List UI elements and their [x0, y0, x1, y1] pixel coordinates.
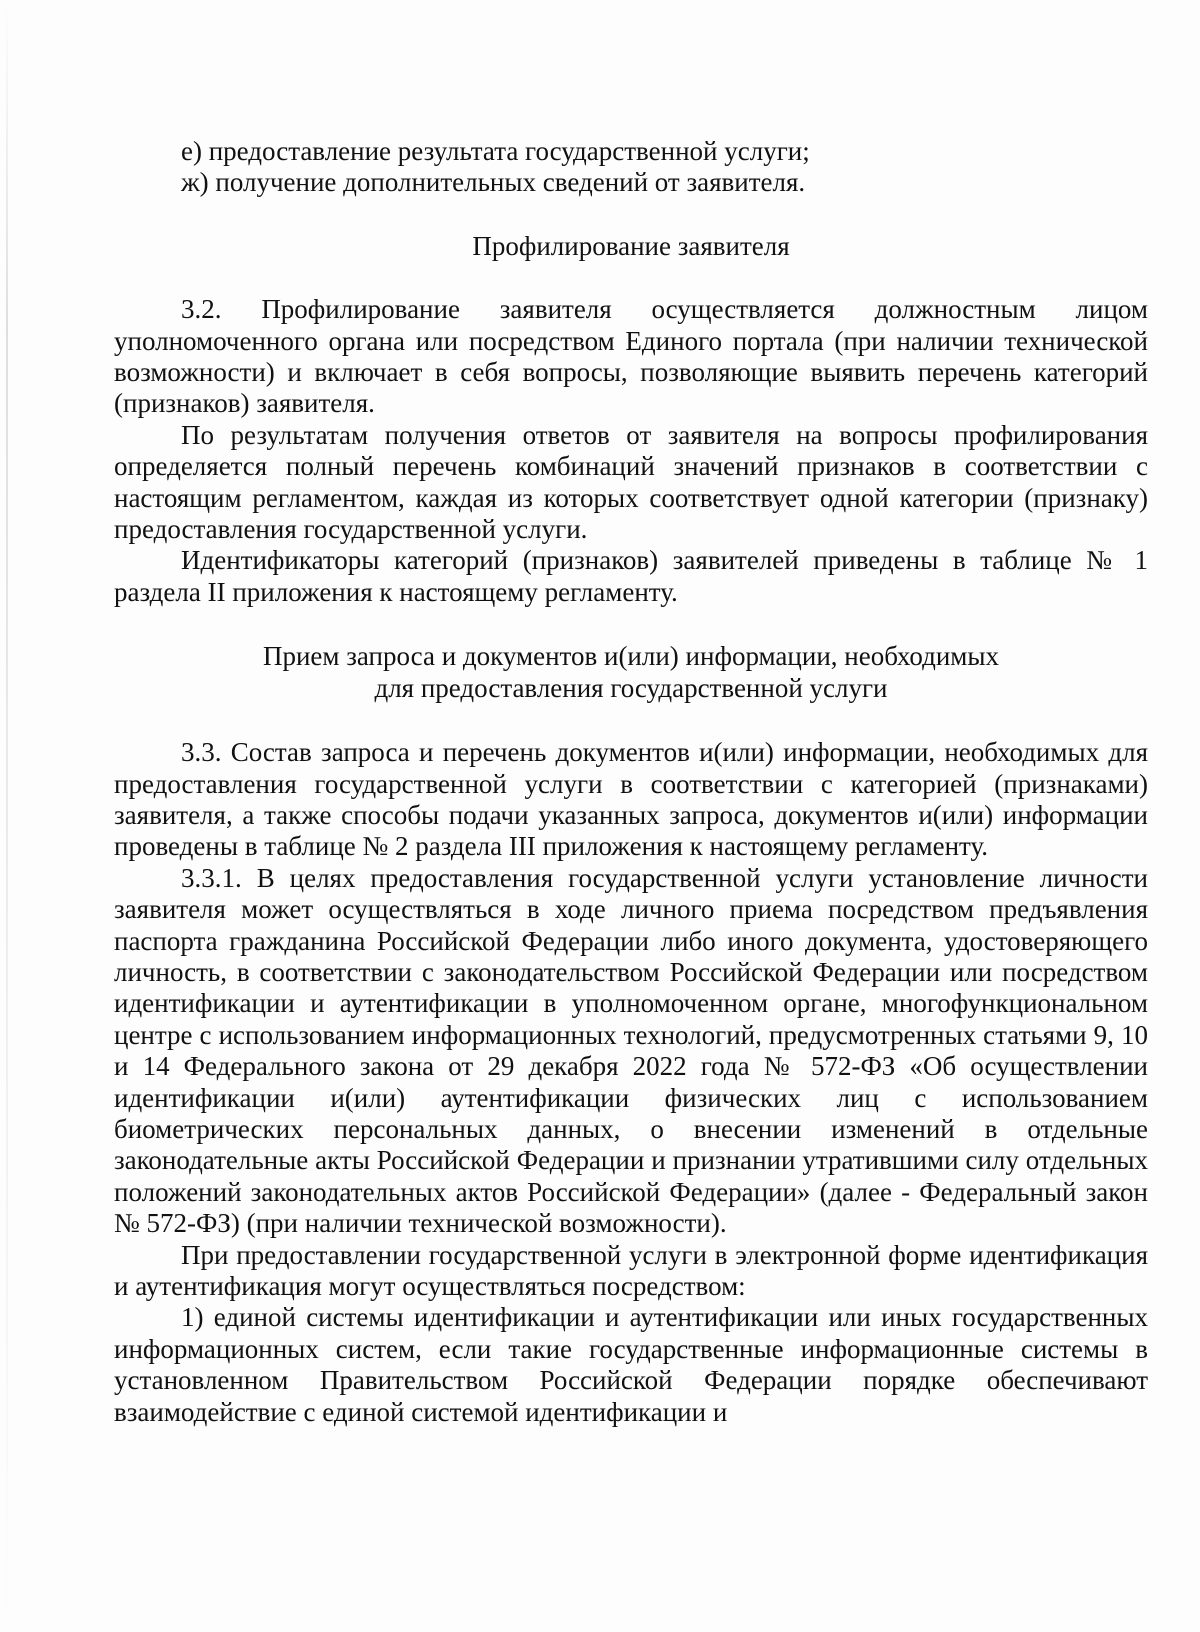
paragraph-3-3: 3.3. Состав запроса и перечень документов и(или) информации, необходимых для предоставления государственной услуги в соответствии с категорией (признаками) заявителя, а также способы подачи указанных запроса, документов и(или) информации проведены в таблице № 2 раздела III приложения к настоящему регламенту. [114, 737, 1148, 862]
paragraph-item-1: 1) единой системы идентификации и аутентификации или иных государственных информационных систем, если такие государственные информационные системы в установленном Правительством Российской Федерации порядке обеспечивают взаимодействие с единой системой идентификации и [114, 1302, 1148, 1427]
section-heading-request-line2: для предоставления государственной услуги [374, 672, 888, 703]
spacer [114, 608, 1148, 641]
paragraph-electronic-form: При предоставлении государственной услуги в электронной форме идентификация и аутентификация могут осуществляться посредством: [114, 1239, 1148, 1301]
paragraph-identifiers: Идентификаторы категорий (признаков) заявителей приведены в таблице № 1 раздела II приложения к настоящему регламенту. [114, 545, 1148, 607]
paragraph-3-3-1: 3.3.1. В целях предоставления государственной услуги установление личности заявителя может осуществляться в ходе личного приема посредством предъявления паспорта гражданина Российской Федерации либо иного документа, удостоверяющего личность, в соответствии с законодательством Российской Федерации или посредством идентификации и аутентификации в уполномоченном органе, многофункциональном центре с использованием информационных технологий, предусмотренных статьями 9, 10 и 14 Федерального закона от 29 декабря 2022 года № 572-ФЗ «Об осуществлении идентификации и(или) аутентификации физических лиц с использованием биометрических персональных данных, о внесении изменений в отдельные законодательные акты Российской Федерации и признании утратившими силу отдельных положений законодательных актов Российской Федерации» (далее - Федеральный закон № 572-ФЗ) (при наличии технической возможности). [114, 862, 1148, 1239]
paragraph-3-2: 3.2. Профилирование заявителя осуществляется должностным лицом уполномоченного органа или посредством Единого портала (при наличии технической возможности) и включает в себя вопросы, позволяющие выявить перечень категорий (признаков) заявителя. [114, 294, 1148, 419]
list-item-e: е) предоставление результата государственной услуги; [181, 136, 810, 166]
section-heading-profiling: Профилирование заявителя [472, 230, 790, 261]
document-body [114, 136, 1148, 1428]
spacer [114, 199, 1148, 231]
list-item-zh: ж) получение дополнительных сведений от заявителя. [181, 167, 806, 198]
spacer [114, 704, 1148, 737]
spacer [114, 262, 1148, 294]
scan-edge-shadow [6, 0, 8, 1632]
section-heading-request-line1: Прием запроса и документов и(или) информации, необходимых [262, 641, 1000, 672]
paragraph-profiling-results: По результатам получения ответов от заявителя на вопросы профилирования определяется полный перечень комбинаций значений признаков в соответствии с настоящим регламентом, каждая из которых соответствует одной категории (признаку) предоставления государственной услуги. [114, 419, 1148, 545]
